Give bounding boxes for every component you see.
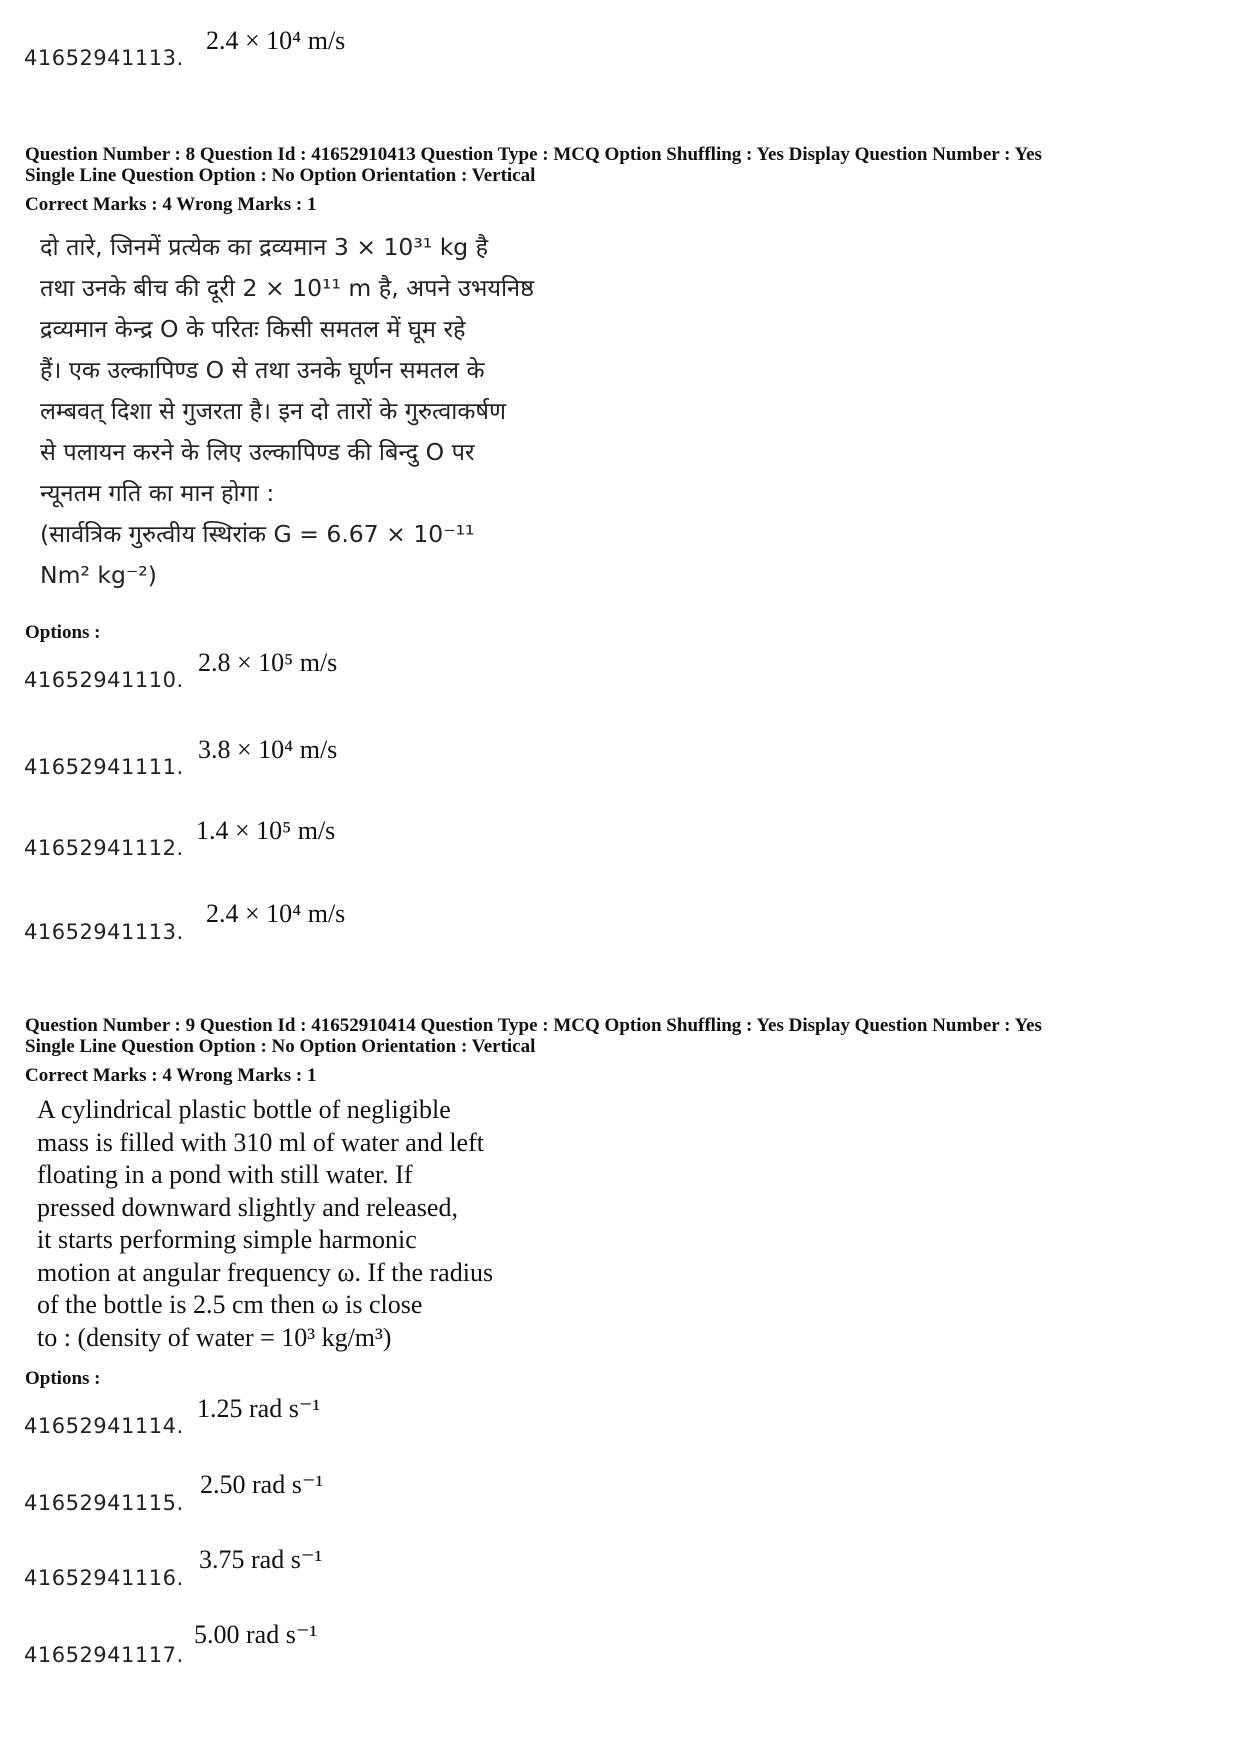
option-value: 2.8 × 10⁵ m/s: [198, 648, 338, 677]
question-text-line: (सार्वत्रिक गुरुत्वीय स्थिरांक G = 6.67 × 10⁻¹¹: [40, 520, 475, 548]
option-id: 41652941115.: [24, 1491, 184, 1515]
option-id: 41652941114.: [24, 1414, 184, 1438]
option-value: 2.50 rad s⁻¹: [200, 1470, 324, 1499]
question-text: [40, 227, 560, 596]
option-value: 5.00 rad s⁻¹: [194, 1620, 318, 1649]
option-value: 1.25 rad s⁻¹: [197, 1394, 321, 1423]
options-label: Options :: [25, 622, 101, 643]
option-id: 41652941110.: [24, 668, 184, 692]
question-text-line: it starts performing simple harmonic: [37, 1225, 417, 1254]
question-meta-line1: Question Number : 9 Question Id : 41652910414 Question Type : MCQ Option Shuffling : Yes Display Question Number : Yes: [25, 1015, 1042, 1036]
question-text-line: द्रव्यमान केन्द्र O के परितः किसी समतल में घूम रहे: [40, 315, 466, 343]
question-text-line: दो तारे, जिनमें प्रत्येक का द्रव्यमान 3 × 10³¹ kg है: [40, 233, 489, 261]
option-id: 41652941113.: [24, 920, 184, 944]
question-text-line: तथा उनके बीच की दूरी 2 × 10¹¹ m है, अपने उभयनिष्ठ: [40, 274, 534, 302]
question-text-line: to : (density of water = 10³ kg/m³): [37, 1322, 392, 1352]
question-text-line: floating in a pond with still water. If: [37, 1160, 413, 1189]
question-text-line: लम्बवत् दिशा से गुजरता है। इन दो तारों के गुरुत्वाकर्षण: [40, 397, 507, 425]
option-value: 2.4 × 10⁴ m/s: [206, 899, 346, 928]
question-text-line: pressed downward slightly and released,: [37, 1192, 458, 1222]
question-meta-line2: Single Line Question Option : No Option Orientation : Vertical: [25, 1036, 536, 1057]
question-meta-line1: Question Number : 8 Question Id : 41652910413 Question Type : MCQ Option Shuffling : Yes Display Question Number : Yes: [25, 144, 1042, 165]
option-id: 41652941112.: [24, 836, 184, 860]
question-text-line: motion at angular frequency ω. If the radius: [37, 1257, 494, 1287]
question-text-line: Nm² kg⁻²): [40, 561, 157, 589]
question-text-line: न्यूनतम गति का मान होगा :: [40, 479, 275, 507]
question-text-line: हैं। एक उल्कापिण्ड O से तथा उनके घूर्णन समतल के: [40, 356, 485, 384]
option-id: 41652941111.: [24, 755, 184, 779]
question-marks: Correct Marks : 4 Wrong Marks : 1: [25, 194, 317, 215]
question-meta-line2: Single Line Question Option : No Option Orientation : Vertical: [25, 165, 536, 186]
option-id: 41652941113.: [24, 46, 184, 70]
option-value: 1.4 × 10⁵ m/s: [196, 816, 336, 845]
question-text-line: से पलायन करने के लिए उल्कापिण्ड की बिन्दु O पर: [40, 438, 475, 466]
question-text-line: A cylindrical plastic bottle of negligible: [37, 1095, 451, 1124]
option-id: 41652941116.: [24, 1566, 184, 1590]
option-value: 2.4 × 10⁴ m/s: [206, 26, 346, 55]
question-text: [37, 1094, 545, 1354]
option-value: 3.75 rad s⁻¹: [199, 1545, 323, 1574]
option-id: 41652941117.: [24, 1643, 184, 1667]
question-text-line: of the bottle is 2.5 cm then ω is close: [37, 1290, 423, 1319]
question-text-line: mass is filled with 310 ml of water and left: [37, 1127, 484, 1157]
question-marks: Correct Marks : 4 Wrong Marks : 1: [25, 1065, 317, 1086]
option-value: 3.8 × 10⁴ m/s: [198, 735, 338, 764]
options-label: Options :: [25, 1368, 101, 1389]
